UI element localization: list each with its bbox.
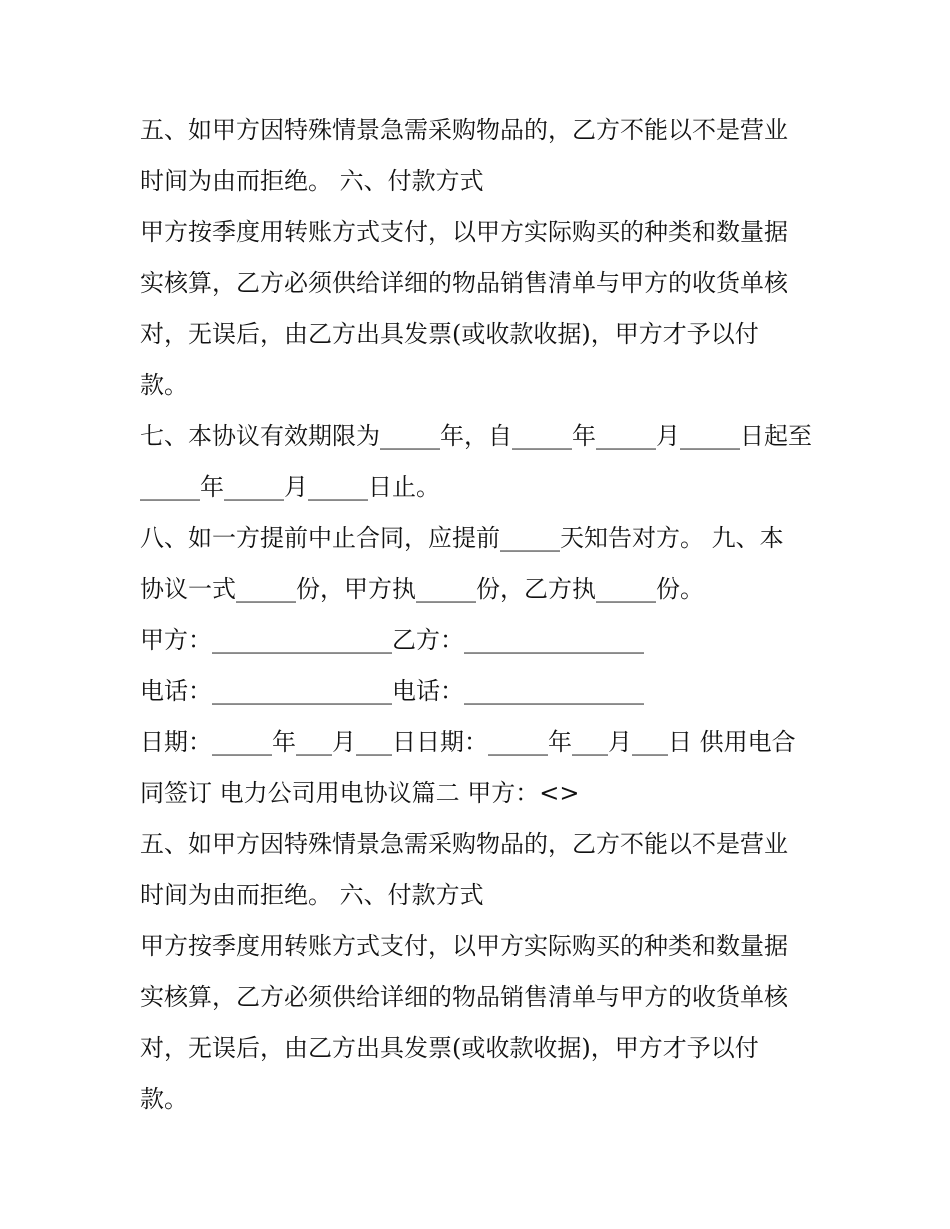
section-heading: 同签订 电力公司用电协议篇二 甲方：<> — [140, 779, 580, 807]
text-line: 七、本协议有效期限为_____年，自_____年_____月_____日起至 — [140, 422, 812, 450]
signature-line-parties: 甲方：_______________乙方：_______________ — [140, 626, 644, 654]
text-line: 八、如一方提前中止合同，应提前_____天知告对方。 九、本 — [140, 524, 784, 552]
text-line: 实核算，乙方必须供给详细的物品销售清单与甲方的收货单核 — [140, 983, 788, 1011]
signature-line-phone: 电话：_______________电话：_______________ — [140, 677, 644, 705]
signature-line-date: 日期：_____年___月___日日期：_____年___月___日 供用电合 — [140, 728, 796, 756]
text-line: 时间为由而拒绝。 六、付款方式 — [140, 167, 484, 195]
text-line: 时间为由而拒绝。 六、付款方式 — [140, 881, 484, 909]
text-line: 五、如甲方因特殊情景急需采购物品的，乙方不能以不是营业 — [140, 116, 788, 144]
text-line: 五、如甲方因特殊情景急需采购物品的，乙方不能以不是营业 — [140, 830, 788, 858]
text-line: 甲方按季度用转账方式支付，以甲方实际购买的种类和数量据 — [140, 932, 788, 960]
text-line: 甲方按季度用转账方式支付，以甲方实际购买的种类和数量据 — [140, 218, 788, 246]
text-line: 对，无误后，由乙方出具发票(或收款收据)，甲方才予以付 — [140, 1034, 759, 1062]
text-line: 款。 — [140, 1085, 188, 1113]
text-line: 对，无误后，由乙方出具发票(或收款收据)，甲方才予以付 — [140, 320, 759, 348]
text-line: 实核算，乙方必须供给详细的物品销售清单与甲方的收货单核 — [140, 269, 788, 297]
text-line: _____年_____月_____日止。 — [140, 473, 440, 501]
text-line: 协议一式_____份，甲方执_____份，乙方执_____份。 — [140, 575, 704, 603]
text-line: 款。 — [140, 371, 188, 399]
